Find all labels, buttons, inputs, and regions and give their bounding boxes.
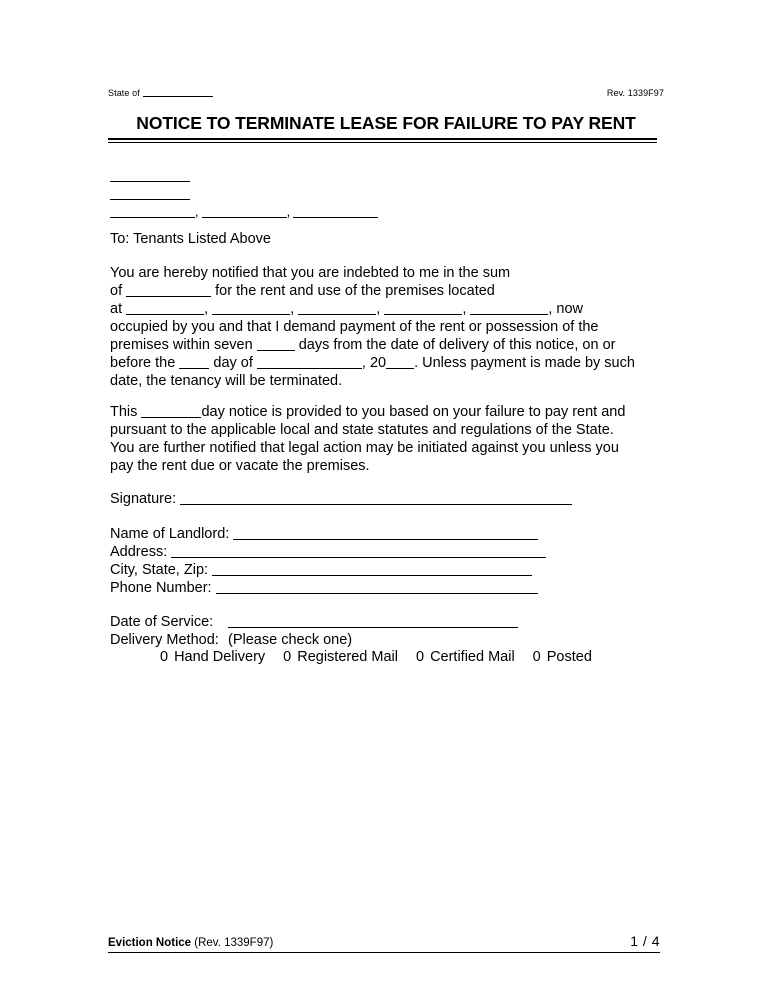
p1-line-6-year: , 20 xyxy=(361,355,387,371)
field-label-address: Address: xyxy=(110,544,168,560)
page-title: NOTICE TO TERMINATE LEASE FOR FAILURE TO PAY RENT xyxy=(136,113,636,133)
premises-blank-3[interactable] xyxy=(298,314,376,315)
p1-line-1: You are hereby notified that you are indebted to me in the sum xyxy=(110,265,511,281)
premises-blank-1[interactable] xyxy=(126,314,204,315)
year-blank[interactable] xyxy=(386,368,414,369)
footer-doc-title: Eviction Notice xyxy=(108,937,192,949)
day-blank[interactable] xyxy=(179,368,209,369)
field-blank-name-of-landlord[interactable] xyxy=(233,539,538,540)
premises-blank-2[interactable] xyxy=(212,314,290,315)
delivery-options-row xyxy=(110,648,610,666)
premises-blank-4[interactable] xyxy=(384,314,462,315)
signature-blank[interactable] xyxy=(180,504,572,505)
address-state-blank[interactable] xyxy=(202,217,287,218)
month-blank[interactable] xyxy=(257,368,362,369)
service-block xyxy=(110,613,518,649)
p1-line-2 xyxy=(110,282,666,300)
delivery-method-hint: (Please check one) xyxy=(228,632,353,648)
delivery-option-registered-mail[interactable] xyxy=(283,649,398,665)
delivery-option-label-registered-mail: Registered Mail xyxy=(297,649,398,665)
document-footer xyxy=(108,933,660,949)
signature-row xyxy=(110,490,572,508)
signature-label: Signature: xyxy=(110,491,177,507)
state-of-label: State of xyxy=(108,88,140,98)
date-of-service-blank[interactable] xyxy=(228,627,518,628)
p1-line-5-pre: premises within seven xyxy=(110,337,253,353)
delivery-option-label-certified-mail: Certified Mail xyxy=(430,649,515,665)
notice-paragraph-1 xyxy=(110,264,666,390)
date-of-service-label: Date of Service: xyxy=(110,614,214,630)
p1-line-6 xyxy=(110,354,666,372)
to-line: To: Tenants Listed Above xyxy=(110,231,271,247)
p2-line-4: pay the rent due or vacate the premises. xyxy=(110,458,370,474)
delivery-method-row xyxy=(110,631,518,649)
p2-line-1-pre: This xyxy=(110,404,138,420)
field-blank-phone-number[interactable] xyxy=(216,593,538,594)
address-line-1[interactable] xyxy=(110,167,378,185)
page-number: 1 / 4 xyxy=(630,933,660,949)
checkbox-posted[interactable]: 0 xyxy=(532,649,541,665)
footer-document-name xyxy=(108,937,273,949)
address-sep-1: , xyxy=(195,204,199,219)
state-of-blank[interactable] xyxy=(143,96,213,97)
p1-line-5 xyxy=(110,336,666,354)
document-header xyxy=(108,88,664,98)
address-sep-2: , xyxy=(286,204,291,219)
amount-blank[interactable] xyxy=(126,296,211,297)
title-container xyxy=(108,113,664,134)
premises-blank-5[interactable] xyxy=(470,314,548,315)
p1-line-4: occupied by you and that I demand payment of the rent or possession of the xyxy=(110,319,599,335)
days-blank[interactable] xyxy=(257,350,295,351)
p1-line-2-pre: of xyxy=(110,283,123,299)
state-of-field[interactable] xyxy=(108,88,213,98)
address-line-2[interactable] xyxy=(110,185,378,203)
landlord-fields xyxy=(110,525,546,597)
checkbox-hand-delivery[interactable]: 0 xyxy=(160,649,169,665)
tenant-address-block xyxy=(110,167,378,221)
delivery-option-certified-mail[interactable] xyxy=(416,649,515,665)
field-label-phone-number: Phone Number: xyxy=(110,580,212,596)
footer-rule xyxy=(108,952,660,953)
title-rule-thin xyxy=(108,142,657,143)
notice-paragraph-2 xyxy=(110,403,666,475)
checkbox-certified-mail[interactable]: 0 xyxy=(415,649,425,665)
p1-sep-c: , xyxy=(376,301,381,317)
p2-line-1 xyxy=(110,403,666,421)
title-rule-thick xyxy=(108,138,657,140)
address-zip-blank[interactable] xyxy=(293,217,378,218)
p2-line-2: pursuant to the applicable local and state statutes and regulations of the State. xyxy=(110,422,614,438)
notice-days-blank[interactable] xyxy=(141,417,201,418)
date-of-service-row xyxy=(110,613,518,631)
field-blank-city-state-zip[interactable] xyxy=(212,575,532,576)
p1-line-2-post: for the rent and use of the premises located xyxy=(215,283,495,299)
p1-line-7: date, the tenancy will be terminated. xyxy=(110,373,343,389)
address-blank-2[interactable] xyxy=(110,199,190,200)
delivery-option-posted[interactable] xyxy=(533,649,592,665)
address-blank-1[interactable] xyxy=(110,181,190,182)
address-line-3[interactable] xyxy=(110,203,378,221)
field-label-city-state-zip: City, State, Zip: xyxy=(110,562,209,578)
field-address xyxy=(110,543,546,561)
p1-line-3-pre: at xyxy=(110,301,123,317)
delivery-option-label-posted: Posted xyxy=(546,649,592,665)
field-phone-number xyxy=(110,579,546,597)
p1-line-5-post: days from the date of delivery of this notice, on or xyxy=(298,337,616,353)
p1-line-6-mid: day of xyxy=(213,355,253,371)
field-blank-address[interactable] xyxy=(171,557,546,558)
field-label-name-of-landlord: Name of Landlord: xyxy=(110,526,230,542)
field-name-of-landlord xyxy=(110,525,546,543)
p2-line-3: You are further notified that legal action may be initiated against you unless you xyxy=(110,440,619,456)
checkbox-registered-mail[interactable]: 0 xyxy=(283,649,292,665)
delivery-option-hand-delivery[interactable] xyxy=(160,649,265,665)
p1-sep-d: , xyxy=(462,301,467,317)
p1-line-6-post: . Unless payment is made by such xyxy=(414,355,635,371)
revision-code: Rev. 1339F97 xyxy=(606,88,664,98)
address-city-blank[interactable] xyxy=(110,217,195,218)
p1-line-3-post: , now xyxy=(548,301,584,317)
footer-revision: (Rev. 1339F97) xyxy=(194,937,274,949)
p1-sep-b: , xyxy=(290,301,295,317)
delivery-option-label-hand-delivery: Hand Delivery xyxy=(174,649,266,665)
field-city-state-zip xyxy=(110,561,546,579)
p1-sep-a: , xyxy=(204,301,209,317)
p2-line-1-post: day notice is provided to you based on your failure to pay rent and xyxy=(201,404,626,420)
p1-line-6-pre: before the xyxy=(110,355,176,371)
delivery-method-label: Delivery Method: xyxy=(110,632,219,648)
p1-line-3 xyxy=(110,300,666,318)
